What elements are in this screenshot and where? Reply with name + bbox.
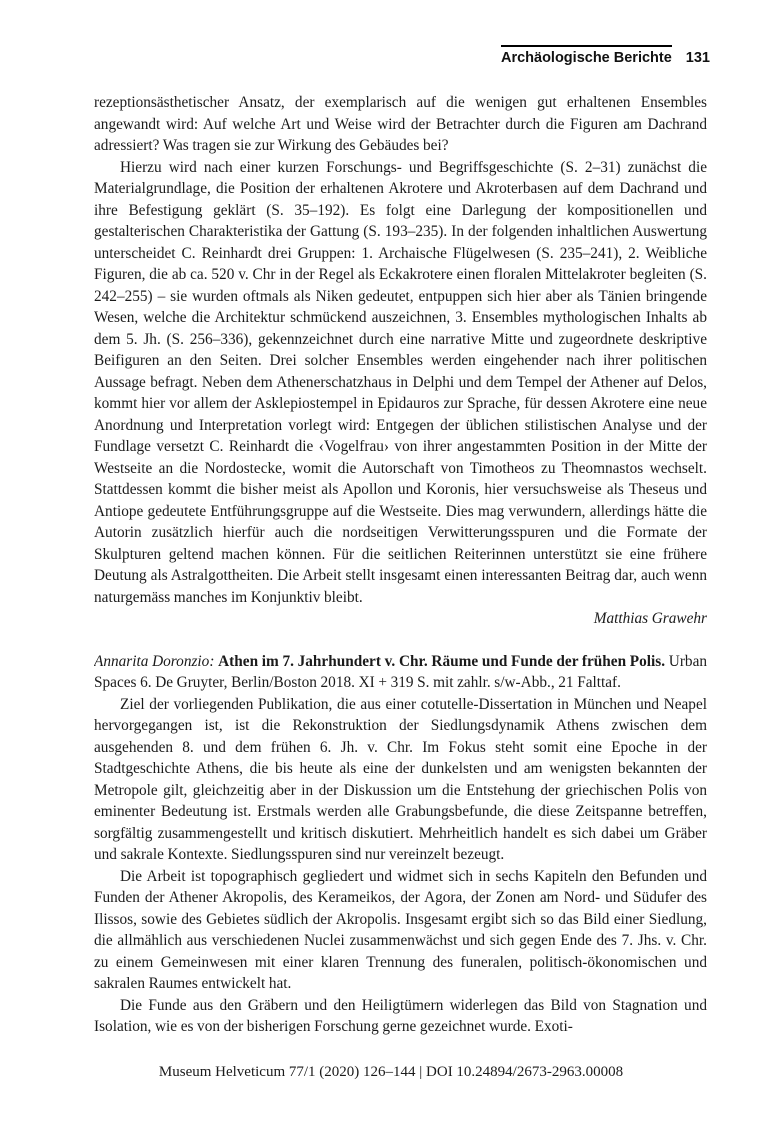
- journal-citation-text: Museum Helveticum 77/1 (2020) 126–144 | DOI 10.24894/2673-2963.00008: [158, 1064, 624, 1080]
- review-reinhardt: [94, 92, 707, 630]
- section-title: Archäologische Berichte: [501, 45, 672, 67]
- review1-paragraph-continuation: rezeptionsästhetischer Ansatz, der exemplarisch auf die wenigen gut erhaltenen Ensembles angewandt wird: Auf welche Art und Weise wird der Betrachter durch die Figuren am Dachrand adressiert? Was tragen sie zur Wirkung des Gebäudes bei?: [94, 94, 707, 154]
- review2-paragraph-2: Die Arbeit ist topographisch gegliedert und widmet sich in sechs Kapiteln den Befunden und Funden der Athener Akropolis, des Kerameikos, der Agora, der Zonen am Nord- und Südufer des Ilissos, sowie des Gebietes südlich der Akropolis. Insgesamt ergibt sich so das Bild einer Siedlung, die allmählich aus verschiedenen Nuclei zusammenwächst und sich gegen Ende des 7. Jhs. v. Chr. zu einem Gemeinwesen mit einer klaren Trennung des funeralen, politisch-ökonomischen und sakralen Raumes entwickelt hat.: [94, 867, 707, 992]
- reviewed-book-title: Athen im 7. Jahrhundert v. Chr. Räume und Funde der frühen Polis.: [218, 652, 666, 670]
- reviewer-signature: Matthias Grawehr: [593, 610, 707, 627]
- footer-citation: [0, 1064, 782, 1081]
- review-doronzio: [94, 651, 707, 1038]
- bibliographic-details: Urban Spaces 6. De Gruyter, Berlin/Boston 2018. XI + 319 S. mit zahlr. s/w-Abb., 21 Falttaf.: [94, 652, 707, 691]
- review2-heading: [94, 651, 707, 694]
- reviewed-author-name: Annarita Doronzio:: [94, 652, 215, 670]
- text-column: [94, 92, 707, 1048]
- review2-paragraph-3: Die Funde aus den Gräbern und den Heiligtümern widerlegen das Bild von Stagnation und Isolation, wie es von der bisherigen Forschung gerne gezeichnet wurde. Exoti-: [94, 996, 707, 1035]
- page-number: 131: [685, 50, 710, 66]
- review1-paragraph-main: Hierzu wird nach einer kurzen Forschungs- und Begriffsgeschichte (S. 2–31) zunächst die Materialgrundlage, die Position der erhaltenen Akrotere und Akroterbasen auf dem Dachrand und ihre Befestigung geklärt (S. 35–192). Es folgt eine Darlegung der kompositionellen und gestalterischen Charakteristika der Gattung (S. 193–235). In der folgenden inhaltlichen Auswertung unterscheidet C. Reinhardt drei Gruppen: 1. Archaische Flügelwesen (S. 235–241), 2. Weibliche Figuren, die ab ca. 520 v. Chr in der Regel als Eckakrotere einen floralen Mittelakroter begleiten (S. 242–255) – sie wurden oftmals als Niken gedeutet, entpuppen sich hier aber als Tänien bringende Wesen, welche die Architektur schmückend auszeichnen, 3. Ensembles mythologischen Inhalts ab dem 5. Jh. (S. 256–336), gekennzeichnet durch eine narrative Mitte und zugeordnete deskriptive Beifiguren an den Seiten. Drei solcher Ensembles werden eingehender nach ihrer politischen Aussage befragt. Neben dem Athenerschatzhaus in Delphi und dem Tempel der Athener auf Delos, kommt hier vor allem der Asklepiostempel in Epidauros zur Sprache, für dessen Akrotere eine neue Anordnung und Interpretation vorlegt wird: Entgegen der üblichen stilistischen Analyse und der Fundlage versetzt C. Reinhardt die ‹Vogelfrau› von ihrer angestammten Position in der Mitte der Westseite an die Nordostecke, womit die Autorschaft von Timotheos zu Theomnastos wechselt. Stattdessen kommt die bisher meist als Apollon und Koronis, hier versuchsweise als Theseus und Antiope gedeutete Entführungsgruppe auf die Westseite. Dies mag verwundern, allerdings hätte die Autorin zusätzlich hierfür auch die nordseitigen Verwitterungsspuren und die Formate der Skulpturen geltend machen können. Für die seitlichen Reiterinnen unterstützt sie eine frühere Deutung als Astralgottheiten. Die Arbeit stellt insgesamt einen interessanten Beitrag dar, auch wenn naturgemäss manches im Konjunktiv bleibt.: [94, 158, 707, 606]
- review2-paragraph-1: Ziel der vorliegenden Publikation, die aus einer cotutelle-Dissertation in München und Neapel hervorgegangen ist, ist die Rekonstruktion der Siedlungsdynamik Athens zwischen dem ausgehenden 8. und dem frühen 6. Jh. v. Chr. Im Fokus steht somit eine Epoche in der Stadtgeschichte Athens, die bis heute als eine der dunkelsten und am wenigsten bekannten der Metropole gilt, gleichzeitig aber in der Diskussion um die Entstehung der griechischen Polis von eminenter Bedeutung ist. Erstmals werden alle Grabungsbefunde, die diese Zeitspanne betreffen, sorgfältig zusammengestellt und kritisch diskutiert. Mehrheitlich handelt es sich dabei um Gräber und sakrale Kontexte. Siedlungsspuren sind nur vereinzelt bezeugt.: [94, 695, 707, 863]
- running-head: [501, 45, 710, 67]
